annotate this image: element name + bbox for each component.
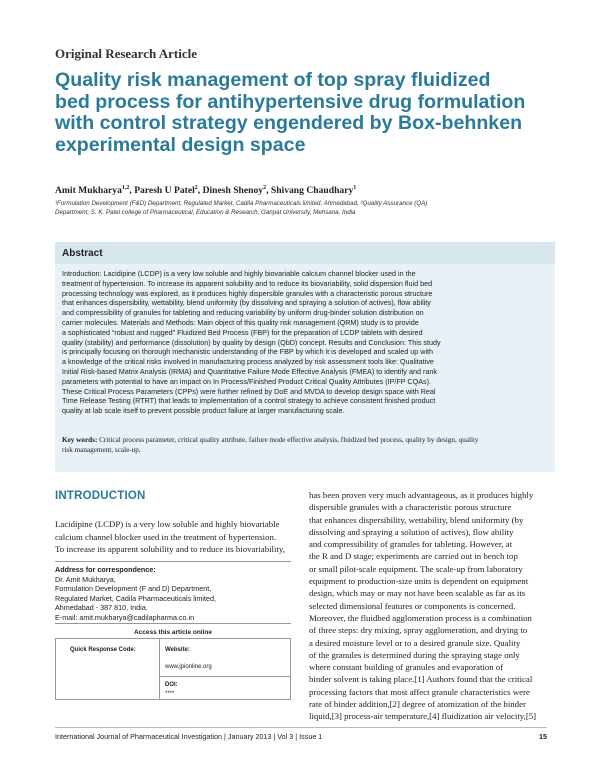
correspondence-heading: Address for correspondence:: [55, 565, 156, 574]
body-line: a desired moisture level or to a desired granule size. Quality: [309, 637, 521, 648]
table-divider: [159, 676, 290, 677]
title-line: with control strategy engendered by Box-behnken: [55, 112, 523, 134]
body-line: Lacidipine (LCDP) is a very low soluble and highly biovariable: [55, 519, 280, 529]
table-divider: [159, 639, 160, 699]
body-line: or small pilot-scale equipment. The scale-up from laboratory: [309, 563, 523, 574]
divider: [55, 623, 291, 624]
abstract-line: treatment of hypertension. To increase its apparent solubility and to reduce its biovariability, solid dispersion fluid bed: [62, 278, 433, 288]
access-online-table: [55, 638, 291, 700]
author-sup: 2: [263, 185, 267, 191]
abstract-header: [55, 242, 555, 264]
abstract-line: parameters with potential to have an impact on In Process/Finished Product Critical Quality Attributes (IP/FP CQAs).: [62, 376, 431, 386]
body-line: design, which may or may not have been scalable as far as its: [309, 588, 526, 599]
abstract-line: a sophisticated “robust and rugged” Fluidized Bed Process (FBP) for the preparation of LCDP tablets with desired: [62, 327, 423, 337]
article-type: Original Research Article: [55, 46, 198, 61]
correspondence-line: Formulation Development (F and D) Department,: [55, 584, 212, 593]
correspondence-line: Ahmedabad - 387 810, India.: [55, 603, 148, 612]
body-line: of the granules is determined during the spraying stage only: [309, 649, 520, 660]
body-line: calcium channel blocker used in the treatment of hypertension.: [55, 531, 277, 542]
affiliation-line: ¹Formulation Development (F&D) Department, Regulated Market, Cadila Pharmaceuticals limited, Ahmedabad, ²Quality Assurance (QA): [55, 200, 428, 207]
keywords: [62, 435, 550, 455]
body-line: equipment to production-size units is dependent on equipment: [309, 576, 529, 587]
article-title: [55, 70, 555, 156]
body-line: liquid,[3] process-air temperature,[4] fluidization air velocity,[5]: [309, 711, 537, 722]
website-link[interactable]: www.jpionline.org: [165, 664, 212, 670]
abstract-line: carrier molecules. Materials and Methods: Main object of this quality risk management (QRM) study is to provide: [62, 317, 419, 327]
author-sup: 1: [353, 185, 357, 191]
footer-rule: [55, 727, 547, 728]
doi-value: ****: [165, 691, 175, 697]
body-line: has been proven very much advantageous, as it produces highly: [309, 490, 534, 500]
qr-code-label: Quick Response Code:: [70, 647, 136, 653]
body-line: To increase its apparent solubility and to reduce its biovariability,: [55, 544, 285, 554]
abstract-line: processing technology was explored, as it produces highly dispersible granules with a characteristic porous structure: [62, 288, 433, 298]
abstract-line: quality (stability) and performance (dissolution) by quality by design (QbD) concept. Results and Conclusion: This study: [62, 337, 441, 347]
journal-citation: International Journal of Pharmaceutical Investigation | January 2013 | Vol 3 | Issue 1: [55, 732, 323, 741]
body-line: the R and D stage; experiments are carried out in bench top: [309, 551, 518, 562]
divider: [55, 561, 291, 562]
author-sup: 2: [194, 185, 198, 191]
abstract-line: a knowledge of the critical risks involved in manufacturing process analyzed by risk assessment tools like: Qualitative: [62, 357, 434, 367]
body-line: selected dimensional features or components is concerned.: [309, 600, 516, 611]
keywords-line: risk management, scale-up.: [62, 446, 141, 454]
body-line: of three steps: dry mixing, spray agglomeration, and drying to: [309, 625, 528, 636]
body-line: dissolving and spraying a solution of actives), flow ability: [309, 526, 514, 537]
abstract-line: and compressibility of granules for tableting and reducing variability by uniform drug-binder solution distribution on: [62, 308, 424, 318]
abstract-line: Introduction: Lacidipine (LCDP) is a very low soluble and highly biovariable calcium channel blocker used in the: [62, 269, 416, 278]
correspondence-line: Dr. Amit Mukharya,: [55, 574, 116, 584]
correspondence-address: [55, 565, 291, 622]
website-label: Website:: [165, 647, 190, 653]
correspondence-line: Regulated Market, Cadila Pharmaceuticals limited,: [55, 593, 216, 603]
section-heading-introduction: INTRODUCTION: [55, 490, 146, 502]
keywords-line: Critical process parameter, critical quality attribute, failure mode effective analysis, fluidized bed process, quality by design, quality: [99, 436, 479, 444]
body-line: rate of binder addition,[2] degree of atomization of the binder: [309, 699, 526, 710]
abstract-line: is principally focusing on thorough mechanistic understanding of the FBP by which it is developed and scaled up with: [62, 347, 434, 357]
abstract-line: quality at lab scale itself to prevent possible product failure at larger manufacturing scale.: [62, 406, 345, 416]
page-number: 15: [539, 732, 547, 741]
affiliation-line: Department, S. K. Patel college of Pharmaceutical, Education & Research, Ganpat University, Mehsana, India: [55, 209, 356, 216]
doi-label: DOI:: [165, 682, 178, 688]
abstract-line: These Critical Process Parameters (CPPs) were further refined by DoE and MVDA to develop design space with Real: [62, 386, 436, 396]
body-line: dispersible granules with a characteristic porous structure: [309, 502, 512, 513]
abstract-heading: Abstract: [62, 248, 103, 259]
author-name: Amit Mukharya: [55, 185, 122, 197]
author-name: Shivang Chaudhary: [270, 185, 354, 197]
author-name: Dinesh Shenoy: [202, 185, 264, 197]
title-line: bed process for antihypertensive drug formulation: [55, 90, 526, 113]
title-line: Quality risk management of top spray fluidized: [55, 69, 491, 91]
access-online-title: Access this article online: [133, 629, 213, 636]
body-line: where constant building of granules and evaporation of: [309, 662, 504, 673]
body-line: processing factors that most affect granule characteristics were: [309, 686, 530, 697]
author-sup: 1,2: [121, 185, 130, 191]
abstract-body: [62, 269, 550, 416]
keywords-label: Key words:: [62, 436, 98, 444]
correspondence-email[interactable]: E-mail: amit.mukharya@cadilapharma.co.in: [55, 612, 195, 622]
abstract-line: Time Release Testing (RTRT) that leads to implementation of a control strategy to achieve consistent finished product: [62, 396, 436, 406]
affiliations: [55, 199, 555, 217]
body-line: that enhances dispersibility, wettability, blend uniformity (by: [309, 514, 524, 525]
abstract-box: [55, 242, 555, 472]
author-name: Paresh U Patel: [134, 185, 195, 197]
intro-right-column: [309, 489, 549, 723]
body-line: binder solvent is taking place.[1] Authors found that the critical: [309, 674, 533, 685]
body-line: Moreover, the fluidbed agglomeration process is a combination: [309, 612, 532, 623]
intro-left-column: [55, 518, 291, 556]
abstract-line: that enhances dispersibility, wettability, blend uniformity (by dissolving and spraying a solution of actives), flow ability: [62, 298, 431, 308]
title-line: experimental design space: [55, 133, 306, 156]
author-list: Amit Mukharya$^{1,2}$, Paresh U Patel$^2$, Dinesh Shenoy$^2$, Shivang Chaudhary$^1$: [55, 185, 357, 197]
abstract-line: Initial Risk-based Matrix Analysis (IRMA) and Quantitative Failure Mode Effective Analysis (FMEA) to identify and rank: [62, 366, 437, 376]
body-line: and compressibility of granules for tableting. However, at: [309, 539, 513, 550]
